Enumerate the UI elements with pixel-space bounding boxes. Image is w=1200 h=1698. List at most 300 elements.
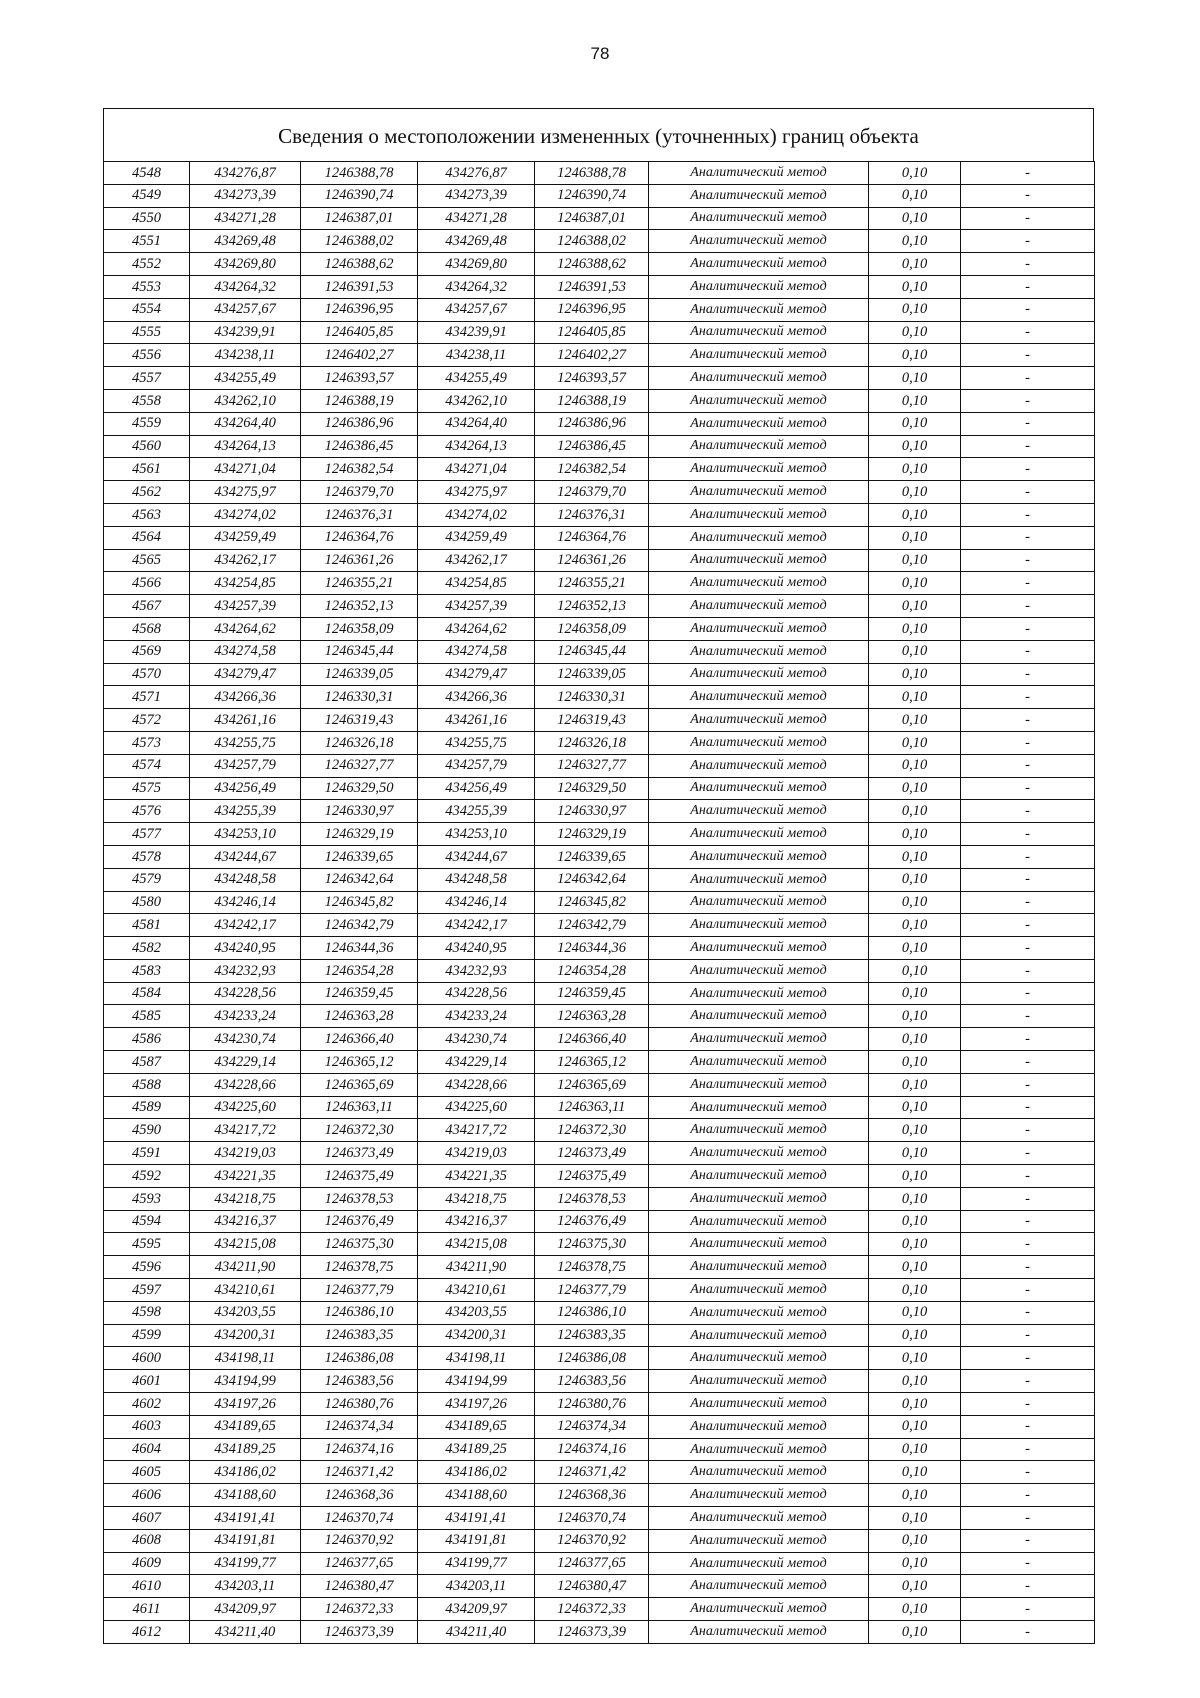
- point-number-cell: 4588: [104, 1073, 190, 1096]
- method-cell: Аналитический метод: [649, 1507, 869, 1530]
- existing-y-cell: 1246370,74: [301, 1507, 418, 1530]
- point-number-cell: 4566: [104, 572, 190, 595]
- point-number-cell: 4595: [104, 1233, 190, 1256]
- accuracy-cell: 0,10: [869, 1028, 961, 1051]
- accuracy-cell: 0,10: [869, 823, 961, 846]
- existing-x-cell: 434189,65: [190, 1415, 301, 1438]
- point-number-cell: 4573: [104, 731, 190, 754]
- accuracy-cell: 0,10: [869, 663, 961, 686]
- point-number-cell: 4564: [104, 526, 190, 549]
- point-number-cell: 4569: [104, 640, 190, 663]
- existing-y-cell: 1246345,82: [301, 891, 418, 914]
- table-row: [104, 1393, 1095, 1416]
- existing-x-cell: 434276,87: [190, 162, 301, 185]
- point-number-cell: 4552: [104, 253, 190, 276]
- refined-y-cell: 1246386,10: [535, 1301, 649, 1324]
- existing-x-cell: 434210,61: [190, 1279, 301, 1302]
- refined-y-cell: 1246393,57: [535, 367, 649, 390]
- existing-y-cell: 1246386,08: [301, 1347, 418, 1370]
- refined-y-cell: 1246405,85: [535, 321, 649, 344]
- description-cell: -: [961, 1028, 1095, 1051]
- description-cell: -: [961, 891, 1095, 914]
- existing-x-cell: 434264,40: [190, 412, 301, 435]
- description-cell: -: [961, 1233, 1095, 1256]
- accuracy-cell: 0,10: [869, 1438, 961, 1461]
- description-cell: -: [961, 1347, 1095, 1370]
- existing-x-cell: 434186,02: [190, 1461, 301, 1484]
- table-row: [104, 549, 1095, 572]
- point-number-cell: 4576: [104, 800, 190, 823]
- refined-x-cell: 434189,65: [418, 1415, 535, 1438]
- point-number-cell: 4606: [104, 1484, 190, 1507]
- refined-x-cell: 434264,40: [418, 412, 535, 435]
- description-cell: -: [961, 1370, 1095, 1393]
- description-cell: -: [961, 1552, 1095, 1575]
- accuracy-cell: 0,10: [869, 389, 961, 412]
- refined-y-cell: 1246376,31: [535, 503, 649, 526]
- existing-x-cell: 434275,97: [190, 481, 301, 504]
- method-cell: Аналитический метод: [649, 184, 869, 207]
- existing-y-cell: 1246364,76: [301, 526, 418, 549]
- accuracy-cell: 0,10: [869, 891, 961, 914]
- method-cell: Аналитический метод: [649, 640, 869, 663]
- refined-y-cell: 1246377,79: [535, 1279, 649, 1302]
- method-cell: Аналитический метод: [649, 1256, 869, 1279]
- table-row: [104, 1324, 1095, 1347]
- method-cell: Аналитический метод: [649, 549, 869, 572]
- existing-x-cell: 434255,75: [190, 731, 301, 754]
- table-row: [104, 207, 1095, 230]
- refined-x-cell: 434246,14: [418, 891, 535, 914]
- refined-x-cell: 434274,02: [418, 503, 535, 526]
- refined-y-cell: 1246378,53: [535, 1187, 649, 1210]
- existing-y-cell: 1246388,78: [301, 162, 418, 185]
- accuracy-cell: 0,10: [869, 914, 961, 937]
- refined-y-cell: 1246373,49: [535, 1142, 649, 1165]
- table-row: [104, 1552, 1095, 1575]
- existing-x-cell: 434274,58: [190, 640, 301, 663]
- description-cell: -: [961, 1210, 1095, 1233]
- existing-y-cell: 1246390,74: [301, 184, 418, 207]
- description-cell: -: [961, 617, 1095, 640]
- refined-x-cell: 434275,97: [418, 481, 535, 504]
- refined-y-cell: 1246358,09: [535, 617, 649, 640]
- refined-y-cell: 1246339,05: [535, 663, 649, 686]
- existing-x-cell: 434242,17: [190, 914, 301, 937]
- refined-y-cell: 1246365,12: [535, 1051, 649, 1074]
- description-cell: -: [961, 1119, 1095, 1142]
- description-cell: -: [961, 663, 1095, 686]
- existing-y-cell: 1246383,35: [301, 1324, 418, 1347]
- table-row: [104, 777, 1095, 800]
- existing-y-cell: 1246380,47: [301, 1575, 418, 1598]
- refined-x-cell: 434257,67: [418, 298, 535, 321]
- existing-y-cell: 1246393,57: [301, 367, 418, 390]
- existing-y-cell: 1246378,53: [301, 1187, 418, 1210]
- refined-y-cell: 1246383,56: [535, 1370, 649, 1393]
- point-number-cell: 4608: [104, 1529, 190, 1552]
- existing-x-cell: 434218,75: [190, 1187, 301, 1210]
- existing-x-cell: 434198,11: [190, 1347, 301, 1370]
- refined-y-cell: 1246363,11: [535, 1096, 649, 1119]
- description-cell: -: [961, 1051, 1095, 1074]
- accuracy-cell: 0,10: [869, 503, 961, 526]
- point-number-cell: 4557: [104, 367, 190, 390]
- accuracy-cell: 0,10: [869, 845, 961, 868]
- description-cell: -: [961, 777, 1095, 800]
- table-row: [104, 1187, 1095, 1210]
- table-row: [104, 1005, 1095, 1028]
- refined-x-cell: 434238,11: [418, 344, 535, 367]
- accuracy-cell: 0,10: [869, 868, 961, 891]
- accuracy-cell: 0,10: [869, 1324, 961, 1347]
- existing-x-cell: 434216,37: [190, 1210, 301, 1233]
- description-cell: -: [961, 1073, 1095, 1096]
- table-row: [104, 686, 1095, 709]
- refined-x-cell: 434239,91: [418, 321, 535, 344]
- point-number-cell: 4607: [104, 1507, 190, 1530]
- point-number-cell: 4571: [104, 686, 190, 709]
- table-row: [104, 1256, 1095, 1279]
- point-number-cell: 4578: [104, 845, 190, 868]
- accuracy-cell: 0,10: [869, 412, 961, 435]
- refined-y-cell: 1246391,53: [535, 275, 649, 298]
- existing-y-cell: 1246375,49: [301, 1165, 418, 1188]
- existing-y-cell: 1246339,65: [301, 845, 418, 868]
- refined-x-cell: 434242,17: [418, 914, 535, 937]
- method-cell: Аналитический метод: [649, 800, 869, 823]
- description-cell: -: [961, 1621, 1095, 1644]
- refined-y-cell: 1246319,43: [535, 709, 649, 732]
- point-number-cell: 4577: [104, 823, 190, 846]
- existing-x-cell: 434262,10: [190, 389, 301, 412]
- existing-y-cell: 1246342,64: [301, 868, 418, 891]
- point-number-cell: 4600: [104, 1347, 190, 1370]
- refined-x-cell: 434254,85: [418, 572, 535, 595]
- refined-x-cell: 434186,02: [418, 1461, 535, 1484]
- table-row: [104, 982, 1095, 1005]
- existing-y-cell: 1246388,19: [301, 389, 418, 412]
- refined-x-cell: 434228,56: [418, 982, 535, 1005]
- method-cell: Аналитический метод: [649, 1393, 869, 1416]
- existing-y-cell: 1246377,79: [301, 1279, 418, 1302]
- refined-y-cell: 1246373,39: [535, 1621, 649, 1644]
- refined-y-cell: 1246380,76: [535, 1393, 649, 1416]
- description-cell: -: [961, 435, 1095, 458]
- accuracy-cell: 0,10: [869, 162, 961, 185]
- existing-y-cell: 1246366,40: [301, 1028, 418, 1051]
- refined-x-cell: 434215,08: [418, 1233, 535, 1256]
- table-row: [104, 435, 1095, 458]
- existing-y-cell: 1246378,75: [301, 1256, 418, 1279]
- table-row: [104, 1119, 1095, 1142]
- existing-y-cell: 1246372,33: [301, 1598, 418, 1621]
- existing-y-cell: 1246388,62: [301, 253, 418, 276]
- existing-y-cell: 1246363,28: [301, 1005, 418, 1028]
- refined-y-cell: 1246366,40: [535, 1028, 649, 1051]
- refined-x-cell: 434230,74: [418, 1028, 535, 1051]
- existing-x-cell: 434197,26: [190, 1393, 301, 1416]
- method-cell: Аналитический метод: [649, 572, 869, 595]
- table-row: [104, 230, 1095, 253]
- refined-x-cell: 434218,75: [418, 1187, 535, 1210]
- description-cell: -: [961, 1484, 1095, 1507]
- table-row: [104, 1142, 1095, 1165]
- method-cell: Аналитический метод: [649, 823, 869, 846]
- point-number-cell: 4554: [104, 298, 190, 321]
- point-number-cell: 4589: [104, 1096, 190, 1119]
- point-number-cell: 4590: [104, 1119, 190, 1142]
- existing-y-cell: 1246373,49: [301, 1142, 418, 1165]
- refined-y-cell: 1246330,97: [535, 800, 649, 823]
- refined-x-cell: 434266,36: [418, 686, 535, 709]
- table-row: [104, 731, 1095, 754]
- refined-y-cell: 1246326,18: [535, 731, 649, 754]
- existing-x-cell: 434248,58: [190, 868, 301, 891]
- existing-y-cell: 1246330,97: [301, 800, 418, 823]
- existing-x-cell: 434200,31: [190, 1324, 301, 1347]
- existing-y-cell: 1246359,45: [301, 982, 418, 1005]
- table-row: [104, 184, 1095, 207]
- existing-x-cell: 434221,35: [190, 1165, 301, 1188]
- description-cell: -: [961, 184, 1095, 207]
- method-cell: Аналитический метод: [649, 982, 869, 1005]
- refined-x-cell: 434211,40: [418, 1621, 535, 1644]
- description-cell: -: [961, 640, 1095, 663]
- point-number-cell: 4551: [104, 230, 190, 253]
- table-row: [104, 1598, 1095, 1621]
- existing-x-cell: 434255,39: [190, 800, 301, 823]
- table-row: [104, 1484, 1095, 1507]
- existing-y-cell: 1246354,28: [301, 959, 418, 982]
- point-number-cell: 4570: [104, 663, 190, 686]
- point-number-cell: 4597: [104, 1279, 190, 1302]
- existing-x-cell: 434273,39: [190, 184, 301, 207]
- point-number-cell: 4582: [104, 937, 190, 960]
- method-cell: Аналитический метод: [649, 868, 869, 891]
- description-cell: -: [961, 526, 1095, 549]
- existing-x-cell: 434232,93: [190, 959, 301, 982]
- refined-x-cell: 434194,99: [418, 1370, 535, 1393]
- method-cell: Аналитический метод: [649, 503, 869, 526]
- point-number-cell: 4602: [104, 1393, 190, 1416]
- method-cell: Аналитический метод: [649, 481, 869, 504]
- description-cell: -: [961, 367, 1095, 390]
- refined-y-cell: 1246371,42: [535, 1461, 649, 1484]
- point-number-cell: 4605: [104, 1461, 190, 1484]
- existing-y-cell: 1246370,92: [301, 1529, 418, 1552]
- refined-y-cell: 1246361,26: [535, 549, 649, 572]
- existing-x-cell: 434256,49: [190, 777, 301, 800]
- refined-x-cell: 434203,11: [418, 1575, 535, 1598]
- existing-y-cell: 1246391,53: [301, 275, 418, 298]
- refined-x-cell: 434203,55: [418, 1301, 535, 1324]
- method-cell: Аналитический метод: [649, 458, 869, 481]
- description-cell: -: [961, 709, 1095, 732]
- point-number-cell: 4601: [104, 1370, 190, 1393]
- refined-y-cell: 1246364,76: [535, 526, 649, 549]
- refined-x-cell: 434197,26: [418, 1393, 535, 1416]
- table-row: [104, 709, 1095, 732]
- accuracy-cell: 0,10: [869, 1393, 961, 1416]
- accuracy-cell: 0,10: [869, 526, 961, 549]
- refined-y-cell: 1246365,69: [535, 1073, 649, 1096]
- table-row: [104, 595, 1095, 618]
- method-cell: Аналитический метод: [649, 1529, 869, 1552]
- accuracy-cell: 0,10: [869, 1096, 961, 1119]
- existing-x-cell: 434264,32: [190, 275, 301, 298]
- description-cell: -: [961, 1393, 1095, 1416]
- existing-x-cell: 434211,90: [190, 1256, 301, 1279]
- existing-y-cell: 1246388,02: [301, 230, 418, 253]
- method-cell: Аналитический метод: [649, 1187, 869, 1210]
- refined-y-cell: 1246382,54: [535, 458, 649, 481]
- coordinates-table: [103, 161, 1095, 1644]
- point-number-cell: 4574: [104, 754, 190, 777]
- table-row: [104, 1096, 1095, 1119]
- method-cell: Аналитический метод: [649, 617, 869, 640]
- table-row: [104, 253, 1095, 276]
- accuracy-cell: 0,10: [869, 1187, 961, 1210]
- point-number-cell: 4598: [104, 1301, 190, 1324]
- existing-y-cell: 1246375,30: [301, 1233, 418, 1256]
- method-cell: Аналитический метод: [649, 595, 869, 618]
- existing-x-cell: 434255,49: [190, 367, 301, 390]
- point-number-cell: 4587: [104, 1051, 190, 1074]
- existing-y-cell: 1246361,26: [301, 549, 418, 572]
- accuracy-cell: 0,10: [869, 1210, 961, 1233]
- method-cell: Аналитический метод: [649, 1370, 869, 1393]
- table-row: [104, 1165, 1095, 1188]
- refined-x-cell: 434191,81: [418, 1529, 535, 1552]
- existing-y-cell: 1246376,31: [301, 503, 418, 526]
- refined-x-cell: 434188,60: [418, 1484, 535, 1507]
- existing-x-cell: 434257,79: [190, 754, 301, 777]
- point-number-cell: 4559: [104, 412, 190, 435]
- table-row: [104, 162, 1095, 185]
- point-number-cell: 4584: [104, 982, 190, 1005]
- refined-y-cell: 1246345,82: [535, 891, 649, 914]
- refined-x-cell: 434244,67: [418, 845, 535, 868]
- table-row: [104, 617, 1095, 640]
- table-body: [104, 162, 1095, 1644]
- refined-y-cell: 1246376,49: [535, 1210, 649, 1233]
- accuracy-cell: 0,10: [869, 207, 961, 230]
- table-row: [104, 754, 1095, 777]
- refined-x-cell: 434198,11: [418, 1347, 535, 1370]
- table-row: [104, 526, 1095, 549]
- method-cell: Аналитический метод: [649, 1461, 869, 1484]
- refined-y-cell: 1246329,50: [535, 777, 649, 800]
- point-number-cell: 4599: [104, 1324, 190, 1347]
- refined-x-cell: 434210,61: [418, 1279, 535, 1302]
- refined-x-cell: 434225,60: [418, 1096, 535, 1119]
- existing-x-cell: 434225,60: [190, 1096, 301, 1119]
- refined-x-cell: 434217,72: [418, 1119, 535, 1142]
- point-number-cell: 4604: [104, 1438, 190, 1461]
- point-number-cell: 4591: [104, 1142, 190, 1165]
- table-row: [104, 868, 1095, 891]
- description-cell: -: [961, 253, 1095, 276]
- accuracy-cell: 0,10: [869, 1165, 961, 1188]
- existing-x-cell: 434262,17: [190, 549, 301, 572]
- description-cell: -: [961, 1415, 1095, 1438]
- method-cell: Аналитический метод: [649, 1142, 869, 1165]
- method-cell: Аналитический метод: [649, 253, 869, 276]
- point-number-cell: 4563: [104, 503, 190, 526]
- refined-y-cell: 1246387,01: [535, 207, 649, 230]
- existing-y-cell: 1246377,65: [301, 1552, 418, 1575]
- existing-y-cell: 1246372,30: [301, 1119, 418, 1142]
- refined-y-cell: 1246388,62: [535, 253, 649, 276]
- point-number-cell: 4612: [104, 1621, 190, 1644]
- point-number-cell: 4572: [104, 709, 190, 732]
- description-cell: -: [961, 321, 1095, 344]
- method-cell: Аналитический метод: [649, 959, 869, 982]
- refined-y-cell: 1246375,49: [535, 1165, 649, 1188]
- accuracy-cell: 0,10: [869, 298, 961, 321]
- method-cell: Аналитический метод: [649, 435, 869, 458]
- refined-y-cell: 1246378,75: [535, 1256, 649, 1279]
- refined-y-cell: 1246330,31: [535, 686, 649, 709]
- point-number-cell: 4593: [104, 1187, 190, 1210]
- table-row: [104, 1028, 1095, 1051]
- point-number-cell: 4580: [104, 891, 190, 914]
- description-cell: -: [961, 162, 1095, 185]
- table-row: [104, 663, 1095, 686]
- description-cell: -: [961, 1324, 1095, 1347]
- accuracy-cell: 0,10: [869, 572, 961, 595]
- method-cell: Аналитический метод: [649, 731, 869, 754]
- method-cell: Аналитический метод: [649, 1210, 869, 1233]
- table-row: [104, 1279, 1095, 1302]
- table-row: [104, 389, 1095, 412]
- refined-y-cell: 1246342,64: [535, 868, 649, 891]
- accuracy-cell: 0,10: [869, 1233, 961, 1256]
- table-row: [104, 914, 1095, 937]
- point-number-cell: 4550: [104, 207, 190, 230]
- existing-x-cell: 434217,72: [190, 1119, 301, 1142]
- refined-x-cell: 434221,35: [418, 1165, 535, 1188]
- description-cell: -: [961, 1507, 1095, 1530]
- point-number-cell: 4556: [104, 344, 190, 367]
- existing-y-cell: 1246402,27: [301, 344, 418, 367]
- existing-x-cell: 434194,99: [190, 1370, 301, 1393]
- description-cell: -: [961, 344, 1095, 367]
- accuracy-cell: 0,10: [869, 1119, 961, 1142]
- existing-x-cell: 434191,41: [190, 1507, 301, 1530]
- existing-x-cell: 434279,47: [190, 663, 301, 686]
- accuracy-cell: 0,10: [869, 1073, 961, 1096]
- description-cell: -: [961, 1096, 1095, 1119]
- table-row: [104, 959, 1095, 982]
- existing-x-cell: 434269,48: [190, 230, 301, 253]
- description-cell: -: [961, 412, 1095, 435]
- table-row: [104, 503, 1095, 526]
- description-cell: -: [961, 1279, 1095, 1302]
- table-row: [104, 1575, 1095, 1598]
- table-row: [104, 800, 1095, 823]
- method-cell: Аналитический метод: [649, 1119, 869, 1142]
- table-row: [104, 275, 1095, 298]
- description-cell: -: [961, 1165, 1095, 1188]
- existing-y-cell: 1246352,13: [301, 595, 418, 618]
- existing-y-cell: 1246405,85: [301, 321, 418, 344]
- existing-y-cell: 1246326,18: [301, 731, 418, 754]
- existing-x-cell: 434203,11: [190, 1575, 301, 1598]
- method-cell: Аналитический метод: [649, 412, 869, 435]
- existing-y-cell: 1246345,44: [301, 640, 418, 663]
